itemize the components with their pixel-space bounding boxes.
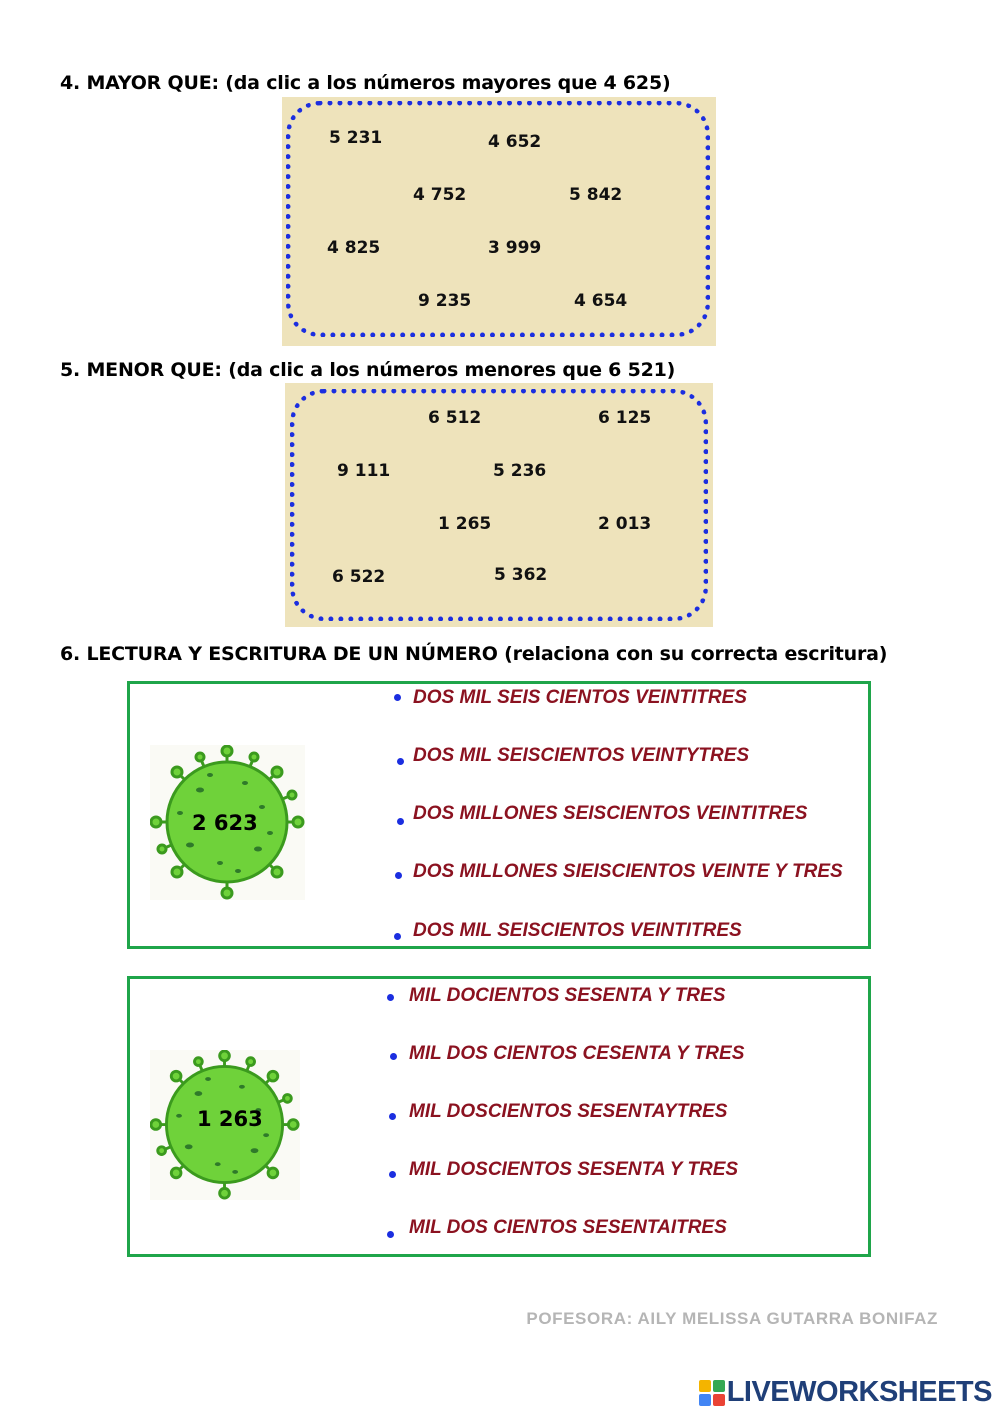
spelling-option[interactable]: MIL DOSCIENTOS SESENTAYTRES (409, 1101, 728, 1122)
number-option[interactable]: 4 752 (413, 185, 467, 205)
spelling-option[interactable]: DOS MILLONES SIEISCIENTOS VEINTE Y TRES (413, 861, 843, 882)
number-option[interactable]: 2 013 (598, 514, 652, 534)
brand-link[interactable] (699, 1376, 992, 1409)
section-6-heading: 6. LECTURA Y ESCRITURA DE UN NÚMERO (relaciona con su correcta escritura) (60, 643, 888, 665)
section-5-heading: 5. MENOR QUE: (da clic a los números menores que 6 521) (60, 359, 676, 381)
bullet-icon (394, 933, 401, 940)
number-option[interactable]: 6 125 (598, 408, 652, 428)
target-number: 2 623 (192, 811, 258, 835)
spelling-option[interactable]: DOS MIL SEIS CIENTOS VEINTITRES (413, 687, 747, 708)
bullet-icon (395, 872, 402, 879)
spelling-option[interactable]: DOS MIL SEISCIENTOS VEINTITRES (413, 920, 742, 941)
number-option[interactable]: 9 235 (418, 291, 472, 311)
number-option[interactable]: 4 654 (574, 291, 628, 311)
number-option[interactable]: 6 512 (428, 408, 482, 428)
teacher-credit: POFESORA: AILY MELISSA GUTARRA BONIFAZ (526, 1309, 938, 1328)
number-option[interactable]: 5 231 (329, 128, 383, 148)
number-option[interactable]: 4 652 (488, 132, 542, 152)
bullet-icon (389, 1171, 396, 1178)
bullet-icon (389, 1113, 396, 1120)
spelling-option[interactable]: MIL DOS CIENTOS SESENTAITRES (409, 1217, 727, 1238)
bullet-icon (397, 758, 404, 765)
number-option[interactable]: 5 362 (494, 565, 548, 585)
brand-name: LIVEWORKSHEETS (726, 1376, 992, 1408)
number-option[interactable]: 1 265 (438, 514, 492, 534)
number-option[interactable]: 6 522 (332, 567, 386, 587)
spelling-option[interactable]: DOS MIL SEISCIENTOS VEINTYTRES (413, 745, 750, 766)
liveworksheets-logo-icon (699, 1380, 725, 1406)
spelling-option[interactable]: MIL DOCIENTOS SESENTA Y TRES (409, 985, 726, 1006)
bullet-icon (387, 1231, 394, 1238)
number-option[interactable]: 3 999 (488, 238, 542, 258)
number-option[interactable]: 4 825 (327, 238, 381, 258)
spelling-option[interactable]: DOS MILLONES SEISCIENTOS VEINTITRES (413, 803, 808, 824)
target-number: 1 263 (197, 1107, 263, 1131)
section-4-heading: 4. MAYOR QUE: (da clic a los números mayores que 4 625) (60, 72, 671, 94)
bullet-icon (394, 694, 401, 701)
number-option[interactable]: 5 842 (569, 185, 623, 205)
number-option[interactable]: 5 236 (493, 461, 547, 481)
spelling-option[interactable]: MIL DOSCIENTOS SESENTA Y TRES (409, 1159, 739, 1180)
bullet-icon (387, 994, 394, 1001)
number-option[interactable]: 9 111 (337, 461, 391, 481)
bullet-icon (397, 818, 404, 825)
bullet-icon (390, 1053, 397, 1060)
spelling-option[interactable]: MIL DOS CIENTOS CESENTA Y TRES (409, 1043, 745, 1064)
